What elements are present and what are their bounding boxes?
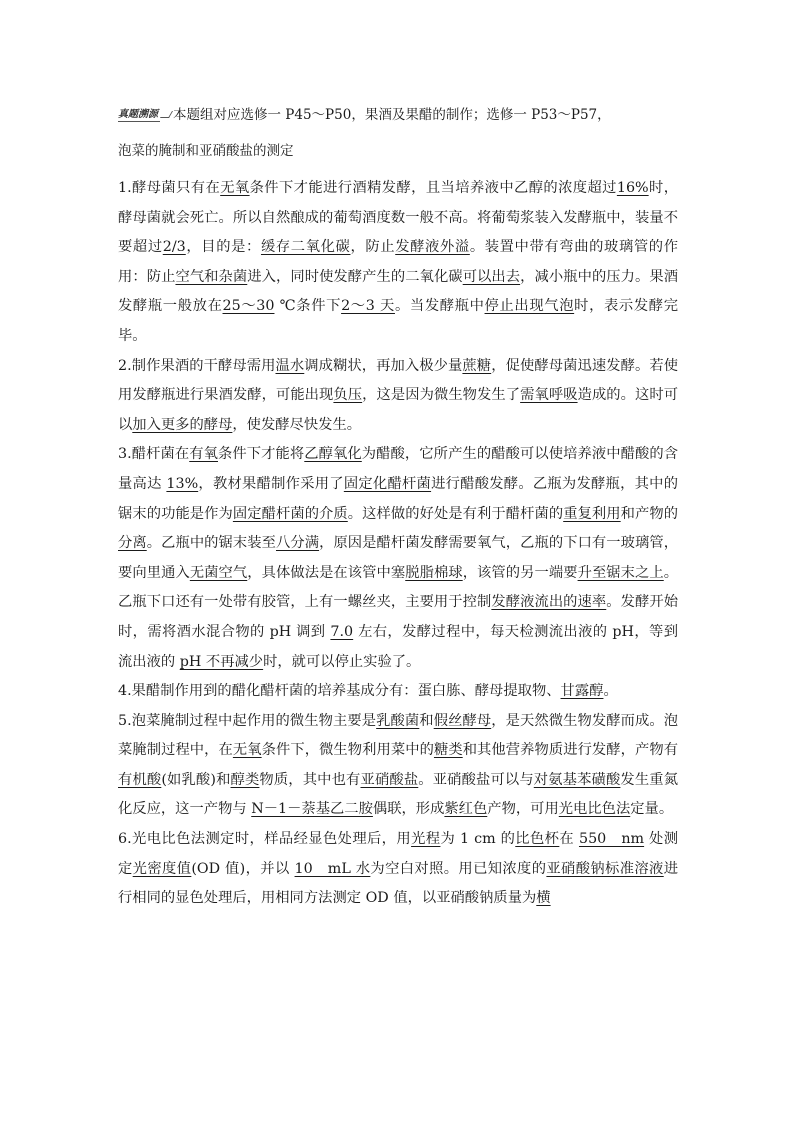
- paragraph-text: ，该管的另一端要: [462, 564, 578, 581]
- paragraph-text: ，是天然微生物发酵而成。泡菜腌制过程中，在: [118, 712, 679, 759]
- paragraph-text: 为空白对照。用已知浓度的: [370, 860, 547, 877]
- paragraph-text: 进行相同的显色处理后，用相同方法测定 OD 值，以亚硝酸钠质量为: [118, 860, 679, 907]
- underlined-answer: 无菌空气: [189, 564, 248, 581]
- paragraph-text: 和: [419, 712, 434, 729]
- paragraph-text: 和产物的: [620, 505, 679, 522]
- paragraph-text: ，原因是醋杆菌发酵需要氧气，乙瓶的下口有一玻璃管，要向里通入: [118, 535, 679, 581]
- paragraph-text: 。: [603, 683, 618, 700]
- underlined-answer: pH 不再减少: [179, 653, 264, 670]
- paragraph-text: 条件下，微生物利用菜中的: [261, 742, 434, 759]
- underlined-answer: 发酵液外溢: [395, 239, 470, 256]
- paragraph-text: 造成的。这时可以: [118, 387, 679, 433]
- paragraph-text: 3.醋杆菌在: [118, 446, 190, 463]
- underlined-answer: 需氧呼吸: [520, 387, 578, 404]
- underlined-answer: 2/3: [162, 239, 186, 256]
- underlined-answer: 无氧: [232, 742, 262, 759]
- underlined-answer: 乙醇氧化: [304, 446, 362, 463]
- paragraph-text: ，促使酵母菌迅速发酵。若使用发酵瓶进行果酒发酵，可能出现: [118, 357, 679, 404]
- paragraph-text: 。这样做的好处是有利于醋杆菌的: [347, 505, 564, 522]
- paragraph-text: 左右，发酵过程中，每天检测流出液的 pH，等到流出液的: [118, 623, 678, 670]
- paragraph-text: 处测定: [118, 831, 679, 877]
- underlined-answer: 7.0: [330, 623, 354, 640]
- underlined-answer: 比色杯: [515, 831, 560, 848]
- document-body: [118, 174, 678, 914]
- paragraph-text: 。乙瓶中的锯末装至: [146, 535, 276, 552]
- underlined-answer: 550 nm: [578, 831, 645, 848]
- underlined-answer: 2～3 天: [341, 298, 395, 315]
- underlined-answer: 空气和杂菌: [175, 268, 248, 285]
- paragraph-text: 发生重氮化反应，这一产物与: [118, 771, 679, 818]
- paragraph-text: 时，就可以停止实验了。: [263, 653, 421, 670]
- paragraph-text: ，这是因为微生物发生了: [362, 387, 521, 404]
- tag-arrow-icon: [160, 111, 173, 118]
- paragraph-text: 进入，同时使发酵产生的二氧化碳: [247, 268, 463, 285]
- underlined-answer: 横: [536, 890, 551, 907]
- paragraph-text: 在: [559, 831, 579, 848]
- paragraph-text: 5.泡菜腌制过程中起作用的微生物主要是: [118, 712, 377, 729]
- paragraph-text: 6.光电比色法测定时，样品经显色处理后，用: [118, 831, 412, 848]
- paragraph-text: 进行醋酸发酵。乙瓶为发酵瓶，其中的锯末的功能是作为: [118, 475, 679, 522]
- paragraph-text: 产物，可用: [487, 801, 559, 818]
- paragraph-1: [118, 174, 678, 352]
- underlined-answer: 缓存二氧化碳: [260, 239, 351, 256]
- underlined-answer: 八分满: [275, 535, 320, 552]
- underlined-answer: 固定醋杆菌的介质: [232, 505, 348, 522]
- underlined-answer: 光密度值: [132, 860, 192, 877]
- paragraph-text: 。亚硝酸盐可以与: [418, 771, 534, 788]
- underlined-answer: 对氨基苯磺酸: [533, 771, 621, 788]
- paragraph-text: 。装置中带有弯曲的玻璃管的作用：防止: [118, 239, 679, 285]
- underlined-answer: 分离: [118, 535, 147, 552]
- paragraph-text: ，目的是：: [185, 239, 261, 256]
- underlined-answer: 负压: [333, 387, 363, 404]
- underlined-answer: 加入更多的酵母: [132, 416, 233, 433]
- underlined-answer: 亚硝酸盐: [360, 771, 419, 788]
- underlined-answer: 乳酸菌: [376, 712, 420, 729]
- underlined-answer: 光程: [411, 831, 441, 848]
- paragraph-text: 条件下才能将: [218, 446, 305, 463]
- source-tag: 真题溯源: [118, 109, 158, 120]
- underlined-answer: 16%: [616, 180, 649, 196]
- underlined-answer: 蔗糖: [462, 357, 492, 374]
- source-line-1: 本题组对应选修一 P45～P50，果酒及果醋的制作；选修一 P53～P57，: [173, 107, 611, 123]
- underlined-answer: 脱脂棉球: [405, 564, 463, 581]
- paragraph-text: 为 1 cm 的: [440, 831, 516, 848]
- paragraph-text: ，具体做法是在该管中塞: [247, 564, 406, 581]
- underlined-answer: N－1－萘基乙二胺: [251, 801, 373, 818]
- underlined-answer: 重复利用: [563, 505, 621, 522]
- paragraph-5: [118, 707, 678, 825]
- underlined-answer: 温水: [275, 357, 305, 374]
- paragraph-text: 为醋酸，它所产生的醋酸可以使培养液中醋酸的含量高达: [118, 446, 679, 492]
- paragraph-text: 时，酵母菌就会死亡。所以自然酿成的葡萄酒度数一般不高。将葡萄浆装入发酵瓶中，装量不要超过: [118, 180, 679, 256]
- underlined-answer: 假丝酵母: [433, 712, 492, 729]
- paragraph-text: 。发酵开始时，需将酒水混合物的 pH 调到: [118, 594, 679, 640]
- paragraph-text: 。当发酵瓶中: [394, 298, 485, 315]
- paragraph-4: [118, 677, 678, 707]
- source-header: [118, 104, 678, 126]
- underlined-answer: 甘露醇: [560, 683, 604, 700]
- paragraph-text: ，使发酵尽快发生。: [232, 416, 362, 433]
- paragraph-text: ，减小瓶中的压力。果酒发酵瓶一般放在: [118, 268, 679, 315]
- underlined-answer: 紫红色: [444, 801, 488, 818]
- underlined-answer: 亚硝酸钠标准溶液: [546, 860, 664, 877]
- underlined-answer: 光电比色法: [558, 801, 631, 818]
- document-page: [118, 104, 678, 914]
- paragraph-text: 时，表示发酵完毕。: [118, 298, 679, 344]
- underlined-answer: 10 mL 水: [294, 860, 371, 877]
- paragraph-6: [118, 825, 678, 914]
- underlined-answer: 固定化醋杆菌: [343, 475, 432, 492]
- underlined-answer: 升至锯末之上: [577, 564, 664, 581]
- underlined-answer: 有机酸: [118, 771, 162, 788]
- paragraph-text: (OD 值)，并以: [191, 860, 295, 877]
- underlined-answer: 发酵液流出的速率: [491, 594, 607, 611]
- paragraph-text: 2.制作果酒的干酵母需用: [118, 357, 276, 374]
- paragraph-text: ，教材果醋制作采用了: [198, 475, 344, 492]
- paragraph-text: 4.果醋制作用到的醋化醋杆菌的培养基成分有：蛋白胨、酵母提取物、: [118, 683, 561, 700]
- paragraph-text: 和其他营养物质进行发酵，产物有: [462, 742, 679, 759]
- paragraph-text: 偶联，形成: [372, 801, 445, 818]
- underlined-answer: 糖类: [433, 742, 463, 759]
- underlined-answer: 25～30: [222, 298, 275, 315]
- paragraph-text: 条件下才能进行酒精发酵，且当培养液中乙醇的浓度超过: [249, 180, 617, 196]
- paragraph-2: [118, 352, 678, 441]
- underlined-answer: 有氧: [189, 446, 218, 463]
- underlined-answer: 可以出去: [462, 268, 521, 285]
- paragraph-text: 定量。: [630, 801, 674, 818]
- underlined-answer: 无氧: [220, 180, 250, 196]
- paragraph-text: (如乳酸)和: [161, 771, 231, 788]
- paragraph-text: ，防止: [350, 239, 396, 256]
- underlined-answer: 13%: [166, 475, 199, 492]
- underlined-answer: 停止出现气泡: [484, 298, 575, 315]
- paragraph-text: 1.酵母菌只有在: [118, 180, 221, 196]
- source-line-2: 泡菜的腌制和亚硝酸盐的测定: [118, 143, 294, 159]
- underlined-answer: 醇类: [230, 771, 260, 788]
- paragraph-text: 物质，其中也有: [259, 771, 361, 788]
- paragraph-text: 。乙瓶下口还有一处带有胶管，上有一螺丝夹，主要用于控制: [118, 564, 679, 611]
- paragraph-text: ℃条件下: [274, 298, 342, 315]
- paragraph-3: [118, 440, 678, 677]
- paragraph-text: 调成糊状，再加入极少量: [304, 357, 463, 374]
